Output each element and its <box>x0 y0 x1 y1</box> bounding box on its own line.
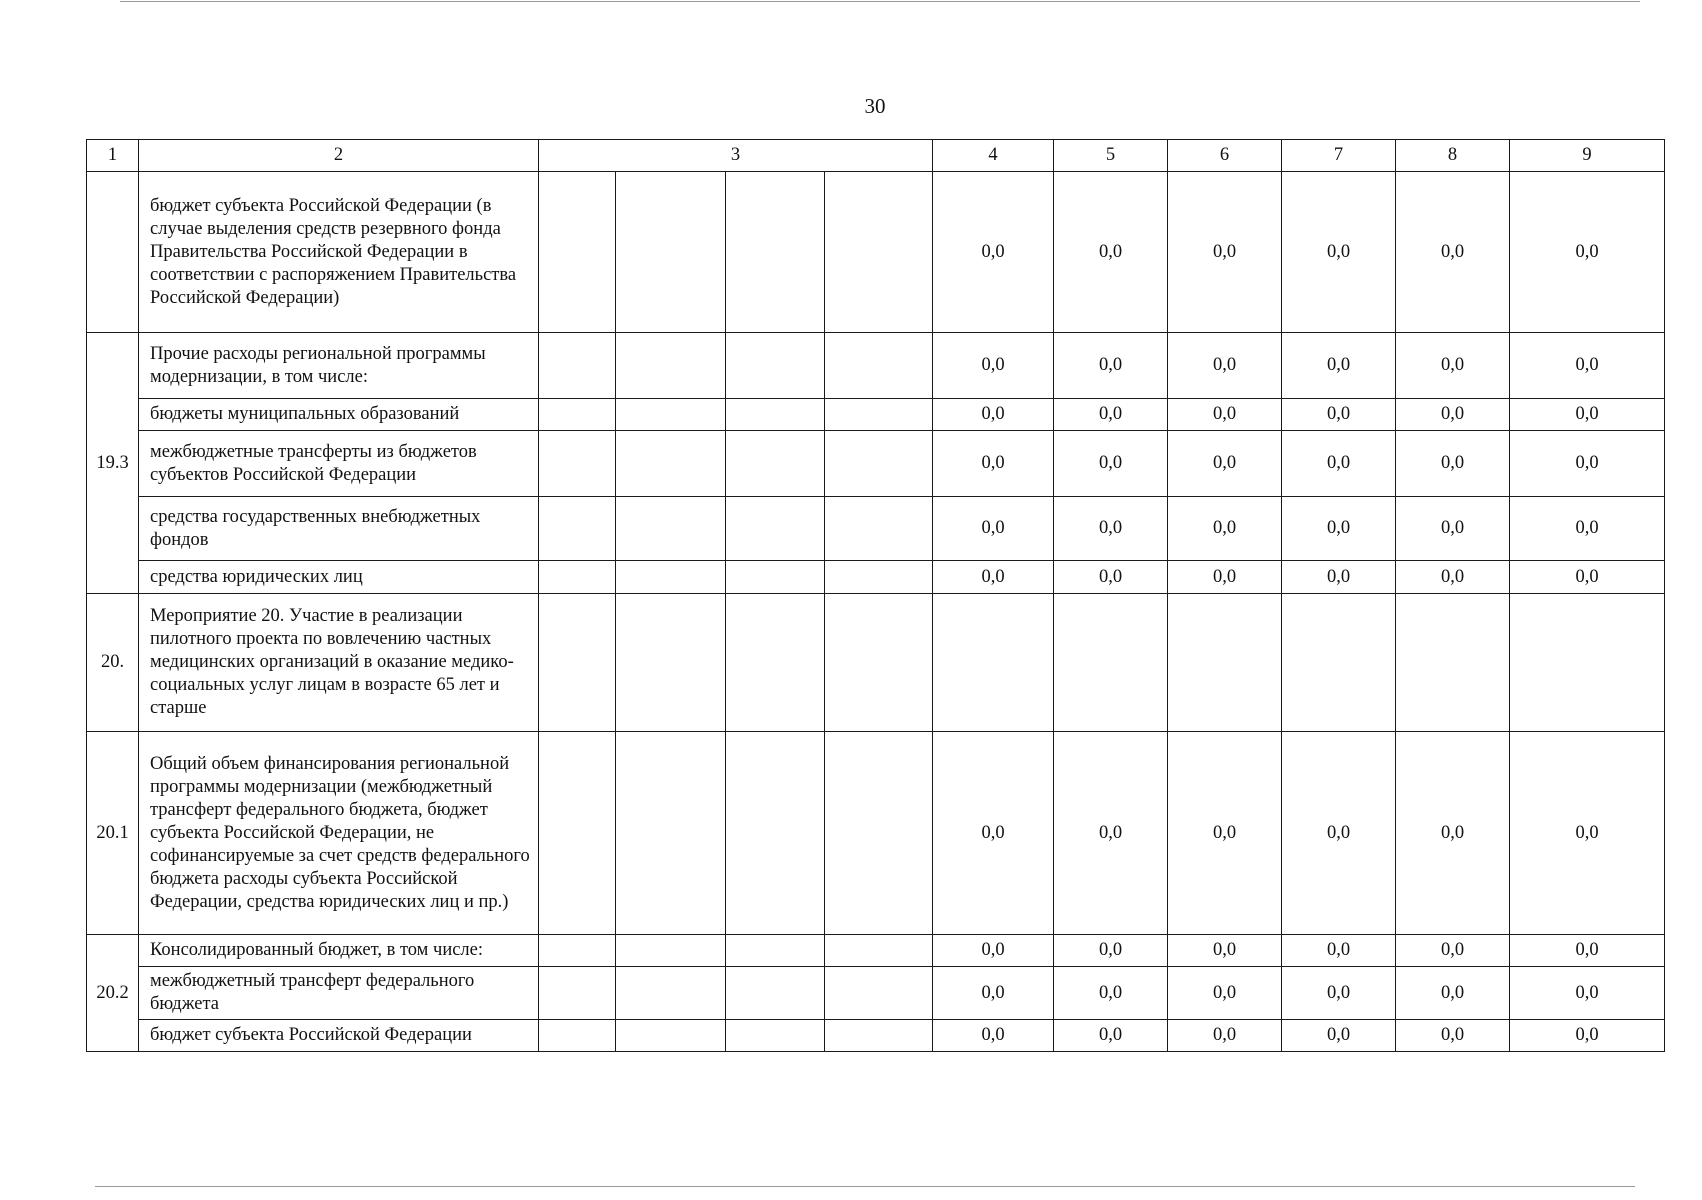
value-cell: 0,0 <box>933 967 1054 1020</box>
value-cell: 0,0 <box>933 497 1054 561</box>
value-cell: 0,0 <box>1054 333 1168 399</box>
value-cell: 0,0 <box>1168 172 1282 333</box>
value-cell: 0,0 <box>1282 431 1396 497</box>
header-row <box>87 140 1665 172</box>
header-col-4: 4 <box>933 140 1054 172</box>
value-cell: 0,0 <box>1396 967 1510 1020</box>
value-cell: 0,0 <box>1396 732 1510 935</box>
value-cell: 0,0 <box>1168 935 1282 967</box>
value-cell: 0,0 <box>1510 561 1665 594</box>
value-cell: 0,0 <box>1282 732 1396 935</box>
page-number: 30 <box>864 94 886 118</box>
row-label: бюджет субъекта Российской Федерации (в случае выделения средств резервного фонда Правительства Российской Федерации в соответствии с распоряжением Правительства Российской Федерации) <box>139 172 539 333</box>
value-cell: 0,0 <box>933 935 1054 967</box>
value-cell: 0,0 <box>1282 333 1396 399</box>
value-cell: 0,0 <box>1510 967 1665 1020</box>
value-cell: 0,0 <box>1510 497 1665 561</box>
value-cell: 0,0 <box>1396 561 1510 594</box>
value-cell: 0,0 <box>1054 561 1168 594</box>
row-label: межбюджетные трансферты из бюджетов субъектов Российской Федерации <box>139 431 539 497</box>
row-label: бюджет субъекта Российской Федерации <box>139 1020 539 1052</box>
value-cell: 0,0 <box>1168 399 1282 431</box>
value-cell: 0,0 <box>1054 967 1168 1020</box>
value-cell: 0,0 <box>1396 399 1510 431</box>
value-cell: 0,0 <box>1054 431 1168 497</box>
value-cell: 0,0 <box>1282 967 1396 1020</box>
row-code: 19.3 <box>87 333 139 594</box>
value-cell: 0,0 <box>1282 935 1396 967</box>
value-cell: 0,0 <box>1168 497 1282 561</box>
value-cell: 0,0 <box>933 431 1054 497</box>
header-col-9: 9 <box>1510 140 1665 172</box>
table-row <box>87 333 1665 399</box>
value-cell: 0,0 <box>1168 561 1282 594</box>
header-col-1: 1 <box>87 140 139 172</box>
header-col-5: 5 <box>1054 140 1168 172</box>
value-cell: 0,0 <box>1282 1020 1396 1052</box>
row-code-cell <box>87 172 139 333</box>
header-col-6: 6 <box>1168 140 1282 172</box>
value-cell: 0,0 <box>933 399 1054 431</box>
value-cell: 0,0 <box>1396 497 1510 561</box>
header-col-2: 2 <box>139 140 539 172</box>
value-cell: 0,0 <box>1054 172 1168 333</box>
value-cell: 0,0 <box>1054 497 1168 561</box>
table-row <box>87 497 1665 561</box>
scan-edge-top <box>120 1 1640 2</box>
table-row <box>87 561 1665 594</box>
value-cell: 0,0 <box>933 172 1054 333</box>
table-row <box>87 399 1665 431</box>
value-cell: 0,0 <box>1054 399 1168 431</box>
value-cell: 0,0 <box>933 732 1054 935</box>
value-cell: 0,0 <box>1396 935 1510 967</box>
row-label: Прочие расходы региональной программы модернизации, в том числе: <box>139 333 539 399</box>
value-cell: 0,0 <box>933 561 1054 594</box>
value-cell: 0,0 <box>1510 935 1665 967</box>
table-row <box>87 1020 1665 1052</box>
value-cell: 0,0 <box>1282 561 1396 594</box>
value-cell: 0,0 <box>1054 935 1168 967</box>
table-row <box>87 594 1665 732</box>
value-cell: 0,0 <box>1282 497 1396 561</box>
table-row <box>87 935 1665 967</box>
value-cell: 0,0 <box>933 1020 1054 1052</box>
table-row <box>87 172 1665 333</box>
table-row <box>87 732 1665 935</box>
row-code: 20.1 <box>87 732 139 935</box>
header-col-7: 7 <box>1282 140 1396 172</box>
value-cell: 0,0 <box>1054 1020 1168 1052</box>
value-cell: 0,0 <box>1282 399 1396 431</box>
header-col-3: 3 <box>539 140 933 172</box>
row-label: межбюджетный трансферт федерального бюджета <box>139 967 539 1020</box>
table-row <box>87 967 1665 1020</box>
row-label: средства государственных внебюджетных фондов <box>139 497 539 561</box>
value-cell: 0,0 <box>1510 333 1665 399</box>
value-cell: 0,0 <box>933 333 1054 399</box>
row-label: бюджеты муниципальных образований <box>139 399 539 431</box>
budget-table <box>86 139 1665 1052</box>
value-cell: 0,0 <box>1168 732 1282 935</box>
row-code: 20. <box>87 594 139 732</box>
value-cell: 0,0 <box>1282 172 1396 333</box>
value-cell: 0,0 <box>1168 967 1282 1020</box>
value-cell: 0,0 <box>1510 431 1665 497</box>
value-cell: 0,0 <box>1510 1020 1665 1052</box>
header-col-8: 8 <box>1396 140 1510 172</box>
value-cell: 0,0 <box>1396 431 1510 497</box>
table-row <box>87 431 1665 497</box>
value-cell: 0,0 <box>1510 732 1665 935</box>
value-cell: 0,0 <box>1168 431 1282 497</box>
value-cell: 0,0 <box>1396 1020 1510 1052</box>
value-cell: 0,0 <box>1054 732 1168 935</box>
row-label: Консолидированный бюджет, в том числе: <box>139 935 539 967</box>
value-cell: 0,0 <box>1168 333 1282 399</box>
value-cell: 0,0 <box>1396 172 1510 333</box>
value-cell: 0,0 <box>1510 172 1665 333</box>
row-label: средства юридических лиц <box>139 561 539 594</box>
row-label: Общий объем финансирования региональной программы модернизации (межбюджетный трансферт федерального бюджета, бюджет субъекта Российской Федерации, не софинансируемые за счет средств федерального бюджета расходы субъекта Российской Федерации, средства юридических лиц и пр.) <box>139 732 539 935</box>
value-cell: 0,0 <box>1396 333 1510 399</box>
scan-edge-bottom <box>95 1186 1635 1187</box>
value-cell: 0,0 <box>1510 399 1665 431</box>
row-code: 20.2 <box>87 935 139 1052</box>
value-cell: 0,0 <box>1168 1020 1282 1052</box>
row-label: Мероприятие 20. Участие в реализации пилотного проекта по вовлечению частных медицинских организаций в оказание медико-социальных услуг лицам в возрасте 65 лет и старше <box>139 594 539 732</box>
